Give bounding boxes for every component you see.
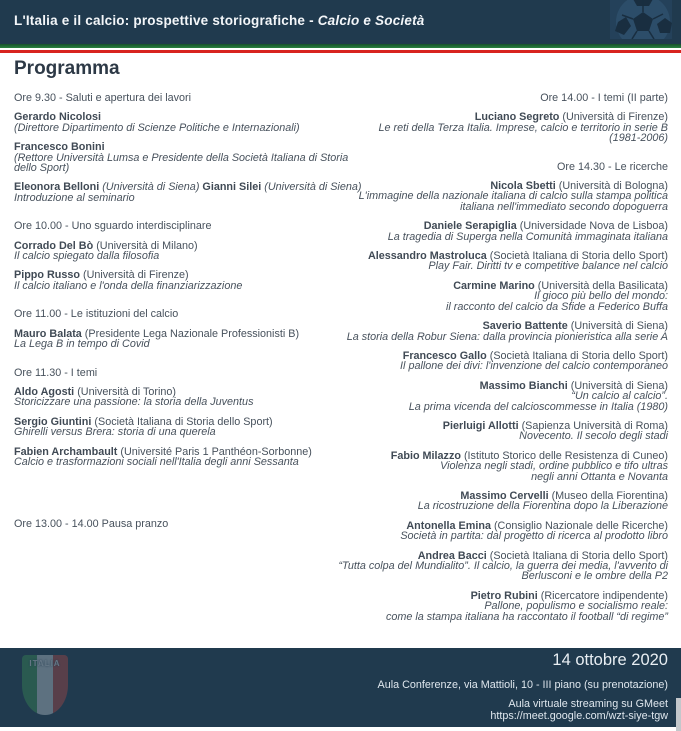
program-entry — [268, 551, 668, 582]
speaker-affiliation: (Presidente Lega Nazionale Professionisti B) — [84, 327, 300, 340]
speaker-affiliation: (Istituto Storico delle Resistenza di Cuneo) — [463, 449, 668, 462]
program-entry — [268, 251, 668, 272]
conference-title-accent: Calcio e Società — [317, 13, 425, 28]
speaker-name: Francesco Gallo — [402, 349, 490, 362]
program-entry — [268, 381, 668, 412]
conference-title — [14, 13, 424, 28]
speaker-name: Sergio Giuntini — [14, 415, 95, 428]
speaker-affiliation: (Società Italiana di Storia dello Sport) — [489, 549, 668, 562]
speaker-affiliation: (Società Italiana di Storia dello Sport) — [489, 250, 668, 263]
program-entry — [268, 112, 668, 143]
header-bar — [0, 0, 681, 44]
talk-title: Società in partita: dal progetto di ricerca al prodotto libro — [400, 530, 668, 543]
program-entry — [268, 521, 668, 542]
talk-title: Play Fair. Diritti tv e competitive balance nel calcio — [428, 260, 668, 273]
speaker-name: Andrea Bacci — [417, 549, 490, 562]
speaker-affiliation: (Società Italiana di Storia dello Sport) — [94, 415, 273, 428]
talk-title: Il pallone dei divi: l'invenzione del calcio contemporaneo — [400, 360, 668, 373]
speaker-name: Luciano Segreto — [474, 111, 563, 124]
speaker-name: Massimo Cervelli — [460, 489, 552, 502]
speaker-affiliation: (Università di Siena) — [264, 181, 362, 194]
session-time-header: Ore 11.30 - I temi — [14, 366, 98, 379]
event-location: Aula Conferenze, via Mattioli, 10 - III piano (su prenotazione) — [377, 679, 668, 691]
session-time-header: Ore 13.00 - 14.00 Pausa pranzo — [14, 518, 169, 531]
conference-title-main: L'Italia e il calcio: prospettive storiografiche - — [14, 13, 318, 28]
program-entry — [268, 451, 668, 482]
scrollbar-thumb[interactable] — [676, 698, 681, 731]
speaker-name: Aldo Agosti — [14, 385, 78, 398]
badge-label: ITALIA — [29, 659, 61, 668]
talk-title: Calcio e trasformazioni sociali nell'Italia degli anni Sessanta — [14, 455, 299, 468]
talk-title: Storicizzare una passione: la storia della Juventus — [14, 396, 254, 409]
talk-title: “Tutta colpa del Mundialito”. Il calcio, la guerra dei media, l'avvento di Berlusconi e le ombre della P2 — [338, 560, 668, 583]
speaker-affiliation: (Sapienza Università di Roma) — [521, 419, 668, 432]
speaker-affiliation: (Università della Basilicata) — [537, 279, 668, 292]
speaker-name: Francesco Bonini — [14, 141, 105, 154]
speaker-affiliation: (Museo della Fiorentina) — [551, 489, 668, 502]
talk-title: La Lega B in tempo di Covid — [14, 338, 150, 351]
speaker-affiliation: (Società Italiana di Storia dello Sport) — [489, 349, 668, 362]
speaker-affiliation: (Università di Milano) — [96, 239, 198, 252]
talk-title: La ricostruzione della Fiorentina dopo la Liberazione — [417, 500, 668, 513]
talk-title: Violenza negli stadi, ordine pubblico e tifo ultras negli anni Ottanta e Novanta — [440, 460, 668, 483]
page-title: Programma — [14, 58, 120, 79]
event-date: 14 ottobre 2020 — [552, 651, 668, 669]
program-entry — [268, 281, 668, 312]
program-entry — [268, 421, 668, 442]
speaker-affiliation: (Università di Siena) — [102, 181, 203, 194]
flag-stripe-red — [0, 50, 681, 53]
speaker-name: Mauro Balata — [14, 327, 85, 340]
program-entry — [268, 591, 668, 622]
talk-title: (Direttore Dipartimento di Scienze Politiche e Internazionali) — [14, 121, 300, 134]
program-entry — [268, 221, 668, 242]
speaker-affiliation: (Università di Bologna) — [558, 180, 668, 193]
talk-title: L'immagine della nazionale italiana di calcio sulla stampa politica italiana nell'immediato secondo dopoguerra — [358, 190, 668, 213]
talk-title: Ghirelli versus Brera: storia di una querela — [14, 426, 216, 439]
speaker-name: Corrado Del Bò — [14, 239, 97, 252]
speaker-affiliation: (Consiglio Nazionale delle Ricerche) — [493, 519, 668, 532]
session-time-header: Ore 10.00 - Uno sguardo interdisciplinare — [14, 220, 212, 233]
soccer-ball-icon — [610, 0, 672, 39]
speaker-affiliation: (Università di Firenze) — [82, 269, 189, 282]
talk-title: Il calcio italiano e l'onda della finanziarizzazione — [14, 279, 243, 292]
speaker-name: Pietro Rubini — [470, 589, 541, 602]
speaker-name: Alessandro Mastroluca — [367, 250, 490, 263]
program-entry — [268, 351, 668, 372]
talk-title: La storia della Robur Siena: dalla provincia pionieristica alla serie A — [346, 330, 668, 343]
talk-title: Il calcio spiegato dalla filosofia — [14, 250, 160, 263]
speaker-name: Gerardo Nicolosi — [14, 111, 101, 124]
streaming-info — [490, 699, 668, 722]
italia-badge-icon — [22, 655, 68, 715]
session-time-header: Ore 14.00 - I temi (II parte) — [540, 92, 668, 104]
talk-title: Il gioco più bello del mondo: il racconto del calcio da Sfide a Federico Buffa — [445, 290, 668, 313]
speaker-name: Pippo Russo — [14, 269, 83, 282]
speaker-affiliation: (Università di Siena) — [570, 379, 668, 392]
speaker-affiliation: (Università di Torino) — [77, 385, 176, 398]
speaker-affiliation: (Université Paris 1 Panthéon-Sorbonne) — [120, 445, 312, 458]
talk-title: La tragedia di Superga nella Comunità immaginata italiana — [387, 230, 668, 243]
streaming-link[interactable]: https://meet.google.com/wzt-siye-tgw — [490, 709, 668, 722]
program-entry — [268, 181, 668, 212]
speaker-name: Pierluigi Allotti — [442, 419, 522, 432]
speaker-name: Fabien Archambault — [14, 445, 121, 458]
speaker-line — [268, 321, 668, 331]
talk-title: “Un calcio al calcio”. La prima vicenda del calcioscommesse in Italia (1980) — [408, 390, 668, 413]
speaker-name: Eleonora Belloni — [14, 181, 103, 194]
streaming-label: Aula virtuale streaming su GMeet — [508, 698, 668, 710]
program-entry — [268, 321, 668, 342]
speaker-name: Carmine Marino — [453, 279, 538, 292]
speaker-name: Massimo Bianchi — [479, 379, 571, 392]
talk-title: Novecento. Il secolo degli stadi — [519, 430, 668, 443]
program-entry — [268, 491, 668, 512]
speaker-name: Saverio Battente — [482, 320, 571, 333]
speaker-affiliation: (Università di Firenze) — [562, 111, 668, 124]
session-time-header: Ore 11.00 - Le istituzioni del calcio — [14, 308, 179, 321]
footer-bar — [0, 648, 681, 727]
talk-title: Le reti della Terza Italia. Imprese, calcio e territorio in serie B (1981-2006) — [378, 121, 668, 145]
speaker-affiliation: (Università di Siena) — [570, 320, 668, 333]
speaker-name: Gianni Silei — [202, 181, 265, 194]
speaker-name: Antonella Emina — [406, 519, 494, 532]
program-column-afternoon — [268, 93, 668, 622]
speaker-name: Fabio Milazzo — [390, 449, 464, 462]
speaker-affiliation: (Universidade Nova de Lisboa) — [519, 220, 668, 233]
session-time-header: Ore 14.30 - Le ricerche — [556, 160, 668, 173]
talk-title: Pallone, populismo e socialismo reale: come la stampa italiana ha raccontato il football “di regime” — [385, 600, 668, 623]
session-time-header: Ore 9.30 - Saluti e apertura dei lavori — [14, 92, 192, 104]
speaker-name: Daniele Serapiglia — [423, 220, 520, 233]
talk-title: Introduzione al seminario — [14, 191, 135, 204]
talk-title: (Rettore Università Lumsa e Presidente della Società Italiana di Storia dello Sport) — [14, 151, 349, 175]
speaker-name: Nicola Sbetti — [490, 180, 559, 193]
speaker-affiliation: (Ricercatore indipendente) — [540, 589, 668, 602]
